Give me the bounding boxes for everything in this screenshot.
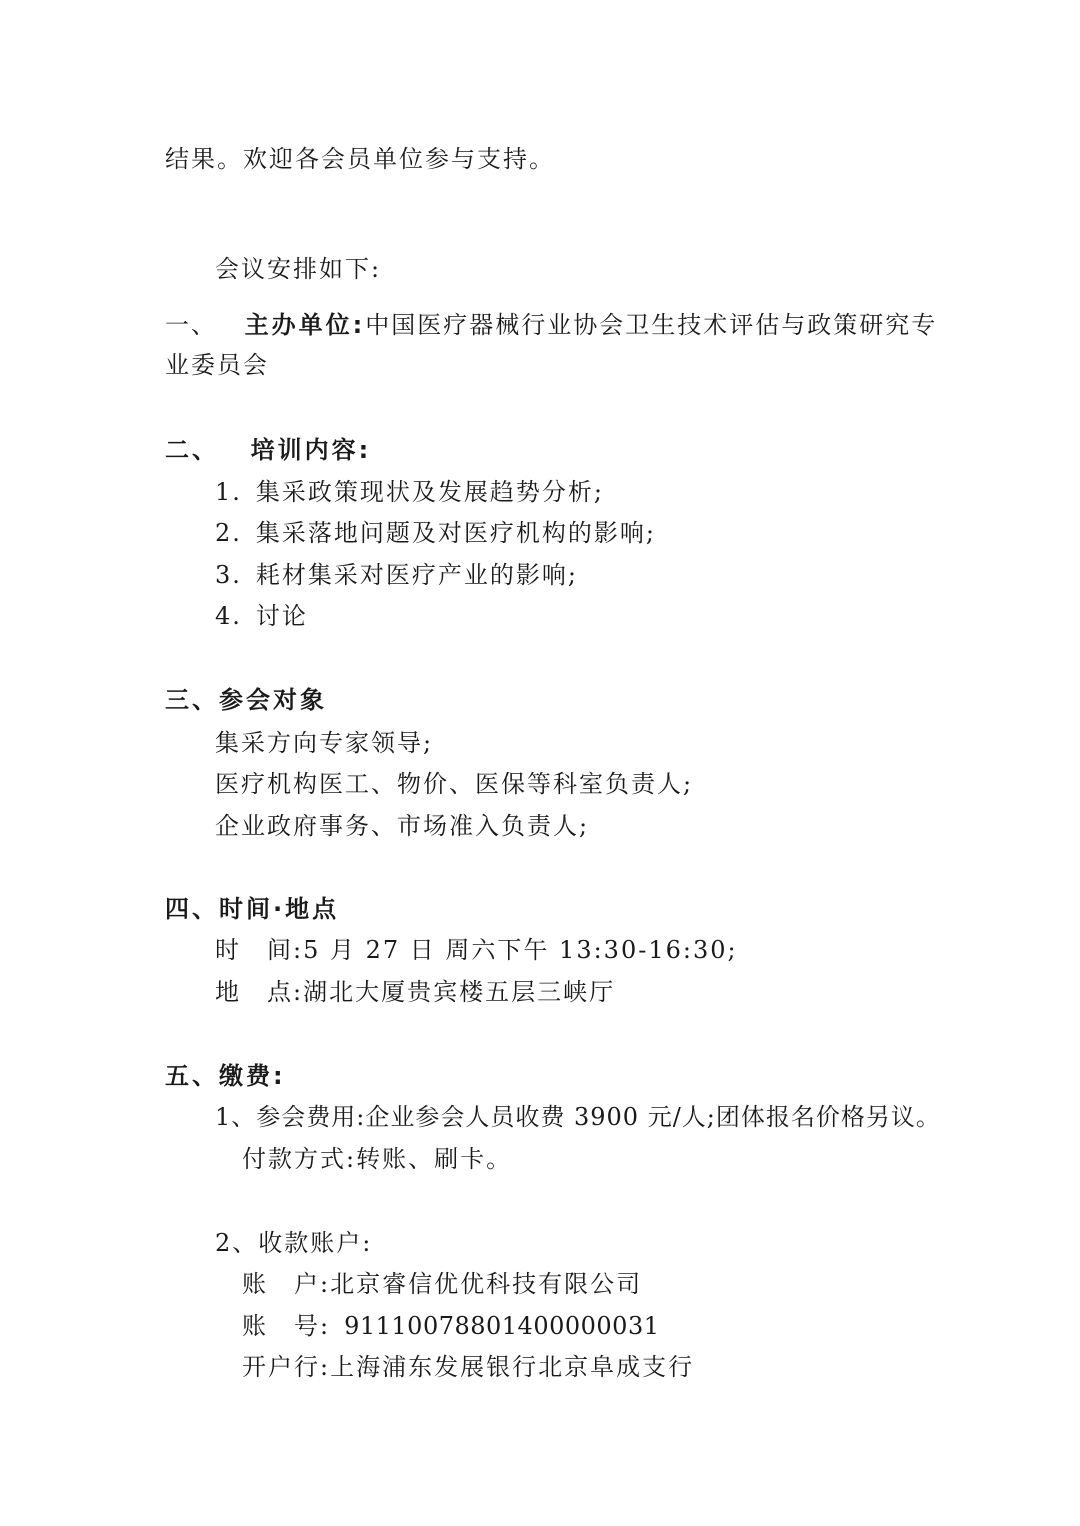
account-name-line — [242, 1269, 642, 1299]
arrangement-intro: 会议安排如下: — [215, 255, 382, 283]
section2-heading-line — [165, 435, 371, 465]
account-name-value: 北京睿信优优科技有限公司 — [330, 1270, 643, 1298]
attendee-item: 集采方向专家领导; — [215, 729, 434, 757]
attendee-item: 企业政府事务、市场准入负责人; — [215, 812, 590, 840]
bank-label: 开户行: — [242, 1353, 331, 1381]
payment-method: 付款方式:转账、刷卡。 — [242, 1145, 513, 1173]
list-item — [215, 560, 578, 590]
section4-heading: 四、时间·地点 — [165, 895, 340, 923]
section2-heading: 培训内容: — [250, 436, 372, 464]
time-line — [215, 935, 738, 965]
list-item-text: 耗材集采对医疗产业的影响; — [255, 561, 578, 589]
account-number-value: 91110078801400000031 — [344, 1312, 660, 1340]
list-item-number: 3. — [215, 561, 242, 589]
list-item — [215, 477, 604, 507]
section1-text: 中国医疗器械行业协会卫生技术评估与政策研究专 — [365, 311, 938, 339]
list-item-number: 1. — [215, 478, 242, 506]
section1-text-continued: 业委员会 — [165, 351, 269, 379]
list-item-text: 讨论 — [255, 602, 308, 630]
intro-continuation: 结果。欢迎各会员单位参与支持。 — [165, 145, 555, 173]
account-number-line — [242, 1311, 659, 1341]
bank-line — [242, 1352, 694, 1382]
section1-heading: 主办单位: — [244, 311, 366, 339]
list-item — [215, 518, 656, 548]
section1-index: 一、 — [165, 311, 217, 339]
attendee-item: 医疗机构医工、物价、医保等科室负责人; — [215, 770, 694, 798]
place-line — [215, 977, 615, 1007]
account-number-label: 账 号: — [242, 1312, 331, 1340]
fee-line: 1、参会费用:企业参会人员收费 3900 元/人;团体报名价格另议。 — [215, 1103, 941, 1131]
section1-line — [165, 310, 937, 340]
section5-heading: 五、缴费: — [165, 1062, 286, 1090]
account-name-label: 账 户: — [242, 1270, 331, 1298]
list-item — [215, 601, 308, 631]
section2-index: 二、 — [165, 436, 219, 464]
account-heading: 2、收款账户: — [215, 1229, 373, 1257]
place-label: 地 点: — [215, 978, 304, 1006]
bank-value: 上海浦东发展银行北京阜成支行 — [330, 1353, 695, 1381]
time-value: 5 月 27 日 周六下午 13:30-16:30; — [303, 936, 738, 964]
list-item-text: 集采落地问题及对医疗机构的影响; — [255, 519, 656, 547]
list-item-number: 2. — [215, 519, 242, 547]
time-label: 时 间: — [215, 936, 304, 964]
list-item-number: 4. — [215, 602, 242, 630]
place-value: 湖北大厦贵宾楼五层三峡厅 — [303, 978, 616, 1006]
section3-heading: 三、参会对象 — [165, 686, 327, 714]
list-item-text: 集采政策现状及发展趋势分析; — [255, 478, 604, 506]
